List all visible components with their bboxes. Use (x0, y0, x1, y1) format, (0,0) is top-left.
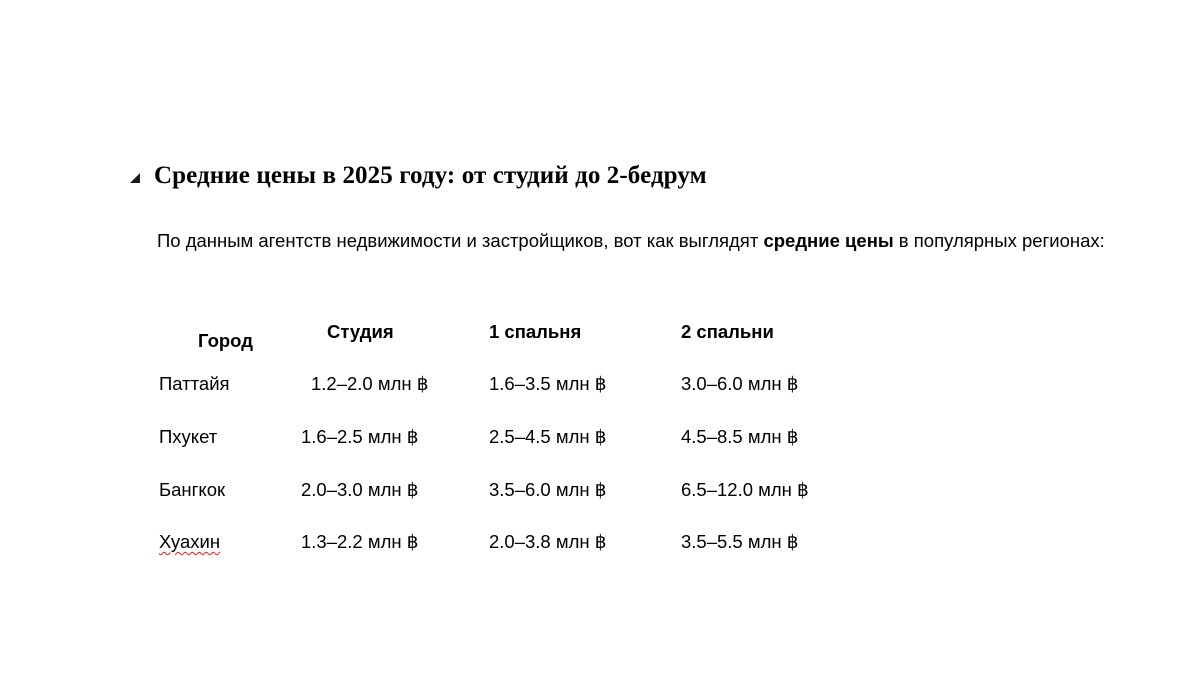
row-4-one-bedroom: 2.0–3.8 млн ฿ (489, 531, 607, 552)
intro-text-end: в популярных регионах: (893, 230, 1105, 251)
header-city: Город (198, 330, 253, 351)
row-4-two-bedroom: 3.5–5.5 млн ฿ (681, 531, 799, 552)
collapse-triangle-icon[interactable] (130, 173, 140, 183)
intro-text-bold: средние цены (763, 230, 894, 251)
row-4-studio: 1.3–2.2 млн ฿ (301, 531, 419, 552)
section-heading: Средние цены в 2025 году: от студий до 2-бедрум (154, 162, 707, 189)
row-1-studio: 1.2–2.0 млн ฿ (311, 373, 429, 394)
row-1-city: Паттайя (159, 373, 230, 394)
row-3-studio: 2.0–3.0 млн ฿ (301, 479, 419, 500)
row-2-city: Пхукет (159, 426, 218, 447)
row-2-two-bedroom: 4.5–8.5 млн ฿ (681, 426, 799, 447)
header-one-bedroom: 1 спальня (489, 321, 582, 342)
row-3-one-bedroom: 3.5–6.0 млн ฿ (489, 479, 607, 500)
intro-paragraph (157, 226, 1127, 255)
row-2-one-bedroom: 2.5–4.5 млн ฿ (489, 426, 607, 447)
row-4-city: Хуахин (159, 531, 221, 552)
row-3-two-bedroom: 6.5–12.0 млн ฿ (681, 479, 809, 500)
row-1-two-bedroom: 3.0–6.0 млн ฿ (681, 373, 799, 394)
row-2-studio: 1.6–2.5 млн ฿ (301, 426, 419, 447)
header-studio: Студия (327, 321, 394, 342)
row-1-one-bedroom: 1.6–3.5 млн ฿ (489, 373, 607, 394)
section-heading-row (130, 162, 707, 190)
header-two-bedroom: 2 спальни (681, 321, 774, 342)
row-3-city: Бангкок (159, 479, 226, 500)
intro-text-start: По данным агентств недвижимости и застройщиков, вот как выглядят (157, 230, 764, 251)
